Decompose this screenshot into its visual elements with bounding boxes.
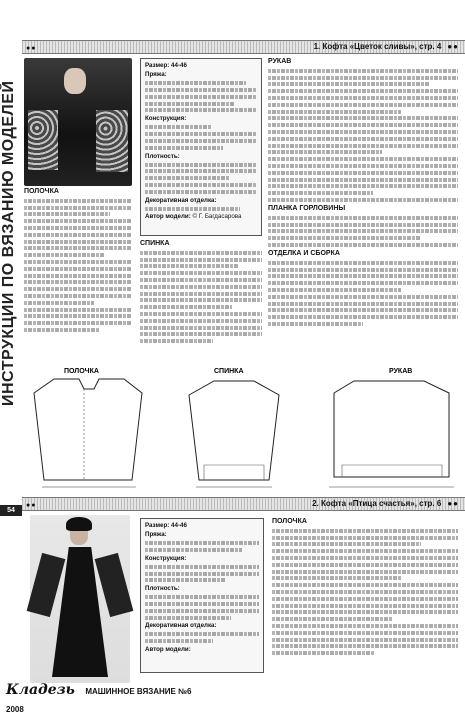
section2-header: 2. Кофта «Птица счастья», стр. 6: [312, 499, 442, 508]
magazine-issue: МАШИННОЕ ВЯЗАНИЕ №6 2008: [6, 687, 192, 714]
section1-header-bar: [22, 40, 465, 54]
diagram-back-label: СПИНКА: [214, 368, 244, 375]
bullet-dots-icon: ●●: [447, 42, 459, 51]
size-label: Размер: 44-46: [145, 62, 187, 69]
section2-header-bar: [22, 497, 465, 511]
decor-label: Декоративная отделка:: [145, 196, 217, 204]
front-heading: ПОЛОЧКА: [24, 188, 59, 195]
placket-heading: ПЛАНКА ГОРЛОВИНЫ: [268, 204, 346, 212]
section1-right-column: [268, 58, 458, 378]
sidebar-vertical-title: ИНСТРУКЦИИ ПО ВЯЗАНИЮ МОДЕЛЕЙ: [0, 80, 17, 406]
section2-right-column: [272, 518, 458, 678]
section1-front-column: [24, 188, 132, 358]
bullet-dots-icon: ●●: [26, 502, 37, 509]
section2-spec-box: [140, 518, 264, 673]
yarn-label-2: Пряжа:: [145, 531, 167, 539]
page-number: 54: [0, 505, 22, 516]
model-photo-bird-of-happiness: [30, 515, 130, 683]
front-pattern-shape: [34, 379, 142, 480]
diagram-sleeve-label: РУКАВ: [389, 368, 413, 375]
author-label-2: Автор модели:: [145, 645, 191, 653]
back-heading: СПИНКА: [140, 240, 170, 247]
footer: [6, 681, 206, 714]
tension-label: Плотность:: [145, 152, 180, 160]
size-label-2: Размер: 44-46: [145, 522, 187, 529]
sleeve-heading: РУКАВ: [268, 58, 292, 65]
model-photo-plum-blossom: [24, 58, 132, 186]
section1-back-column: [140, 240, 262, 360]
bullet-dots-icon: ●●: [447, 499, 459, 508]
pattern-diagrams-svg: [24, 365, 460, 493]
diagram-front-label: ПОЛОЧКА: [64, 368, 99, 375]
bullet-dots-icon: ●●: [26, 45, 37, 52]
section1-spec-box: [140, 58, 262, 236]
author-value: © Г. Багдасарова: [192, 213, 242, 221]
finish-heading: ОТДЕЛКА И СБОРКА: [268, 249, 340, 257]
front-heading-2: ПОЛОЧКА: [272, 518, 307, 525]
section1-pattern-diagrams: [24, 365, 460, 493]
section1-header: 1. Кофта «Цветок сливы», стр. 4: [313, 42, 442, 51]
magazine-logo: Кладезь: [6, 682, 75, 698]
decor-label-2: Декоративная отделка:: [145, 622, 217, 630]
sleeve-pattern-shape: [334, 381, 449, 477]
tension-label-2: Плотность:: [145, 585, 180, 593]
construction-label: Конструкция:: [145, 115, 187, 123]
yarn-label: Пряжа:: [145, 71, 167, 79]
construction-label-2: Конструкция:: [145, 554, 187, 562]
author-label: Автор модели:: [145, 213, 191, 221]
